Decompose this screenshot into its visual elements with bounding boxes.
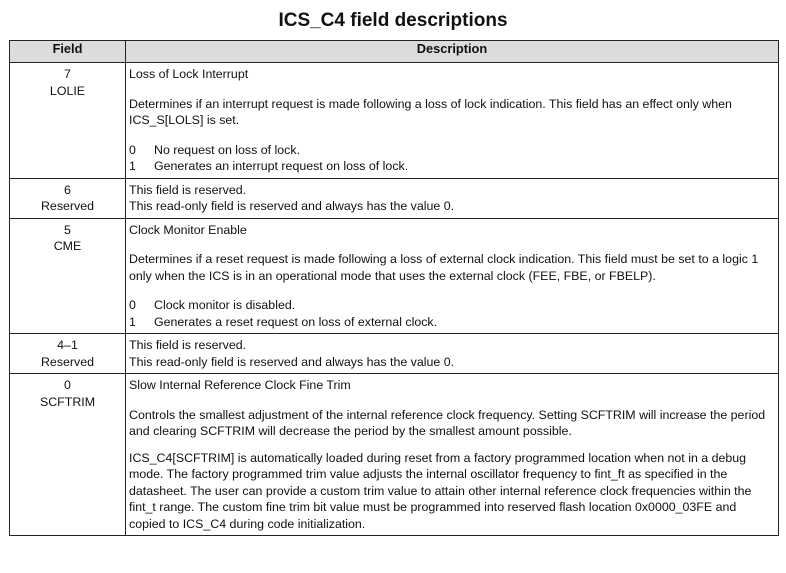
field-descriptions-table: [9, 40, 779, 536]
field-name: Reserved: [40, 199, 95, 213]
value-text: Generates an interrupt request on loss of lock.: [154, 159, 409, 173]
table-row: [10, 63, 779, 179]
description-cell: [126, 218, 779, 334]
value-row: [129, 142, 772, 159]
field-name: LOLIE: [49, 83, 86, 98]
value-row: [129, 158, 772, 175]
description-paragraph: Determines if a reset request is made following a loss of external clock indication. This field must be set to a logic 1 only when the ICS is in an operational mode that uses the external clock (FEE, FBE, or FBELP).: [129, 252, 759, 283]
value-number: 0: [129, 298, 136, 312]
value-text: Generates a reset request on loss of external clock.: [154, 314, 438, 329]
page-title: ICS_C4 field descriptions: [278, 10, 508, 31]
table-row: [10, 374, 779, 536]
table-row: [10, 218, 779, 334]
field-bit: 6: [64, 182, 71, 197]
description-paragraph: Controls the smallest adjustment of the internal reference clock frequency. Setting SCFTRIM will increase the period and clearing SCFTRIM will decrease the period by the smallest amount possible.: [129, 407, 766, 438]
description-cell: [126, 374, 779, 536]
value-number: 0: [129, 142, 136, 157]
value-text: Clock monitor is disabled.: [154, 298, 296, 312]
description-cell: [126, 178, 779, 218]
field-bit: 7: [64, 67, 71, 81]
field-column-header: Field: [10, 41, 126, 63]
field-heading: Clock Monitor Enable: [129, 222, 247, 237]
field-cell: [10, 334, 126, 374]
reserved-line: This field is reserved.: [129, 338, 247, 352]
value-number: 1: [129, 314, 136, 329]
field-name: SCFTRIM: [39, 394, 96, 409]
field-cell: [10, 63, 126, 179]
description-cell: [126, 63, 779, 179]
table-header-row: [10, 41, 779, 63]
field-name: Reserved: [40, 354, 95, 369]
field-heading: Loss of Lock Interrupt: [129, 67, 249, 81]
reserved-line: This read-only field is reserved and always has the value 0.: [129, 354, 455, 369]
field-cell: [10, 374, 126, 536]
field-bit: 0: [64, 378, 71, 392]
field-cell: [10, 218, 126, 334]
table-row: [10, 334, 779, 374]
field-bit: 5: [64, 222, 71, 237]
field-heading: Slow Internal Reference Clock Fine Trim: [129, 378, 351, 392]
field-cell: [10, 178, 126, 218]
value-text: No request on loss of lock.: [154, 142, 301, 157]
description-paragraph: Determines if an interrupt request is made following a loss of lock indication. This field has an effect only when ICS_S[LOLS] is set.: [129, 96, 732, 127]
reserved-line: This read-only field is reserved and always has the value 0.: [129, 199, 455, 213]
value-row: [129, 297, 772, 314]
reserved-line: This field is reserved.: [129, 182, 247, 197]
table-row: [10, 178, 779, 218]
description-cell: [126, 334, 779, 374]
description-paragraph: ICS_C4[SCFTRIM] is automatically loaded during reset from a factory programmed location when not in a debug mode. The factory programmed trim value adjusts the internal oscillator frequency to fint_ft as specified in the datasheet. The user can provide a custom trim value to attain other internal reference clock frequencies within the fint_t range. The custom fine trim bit value must be programmed into reserved flash location 0x0000_03FE and copied to ICS_C4 during code initialization.: [129, 450, 752, 531]
description-column-header: Description: [126, 41, 779, 63]
field-name: CME: [53, 239, 82, 253]
value-row: [129, 314, 772, 331]
field-bit: 4–1: [57, 338, 78, 352]
value-number: 1: [129, 159, 136, 173]
